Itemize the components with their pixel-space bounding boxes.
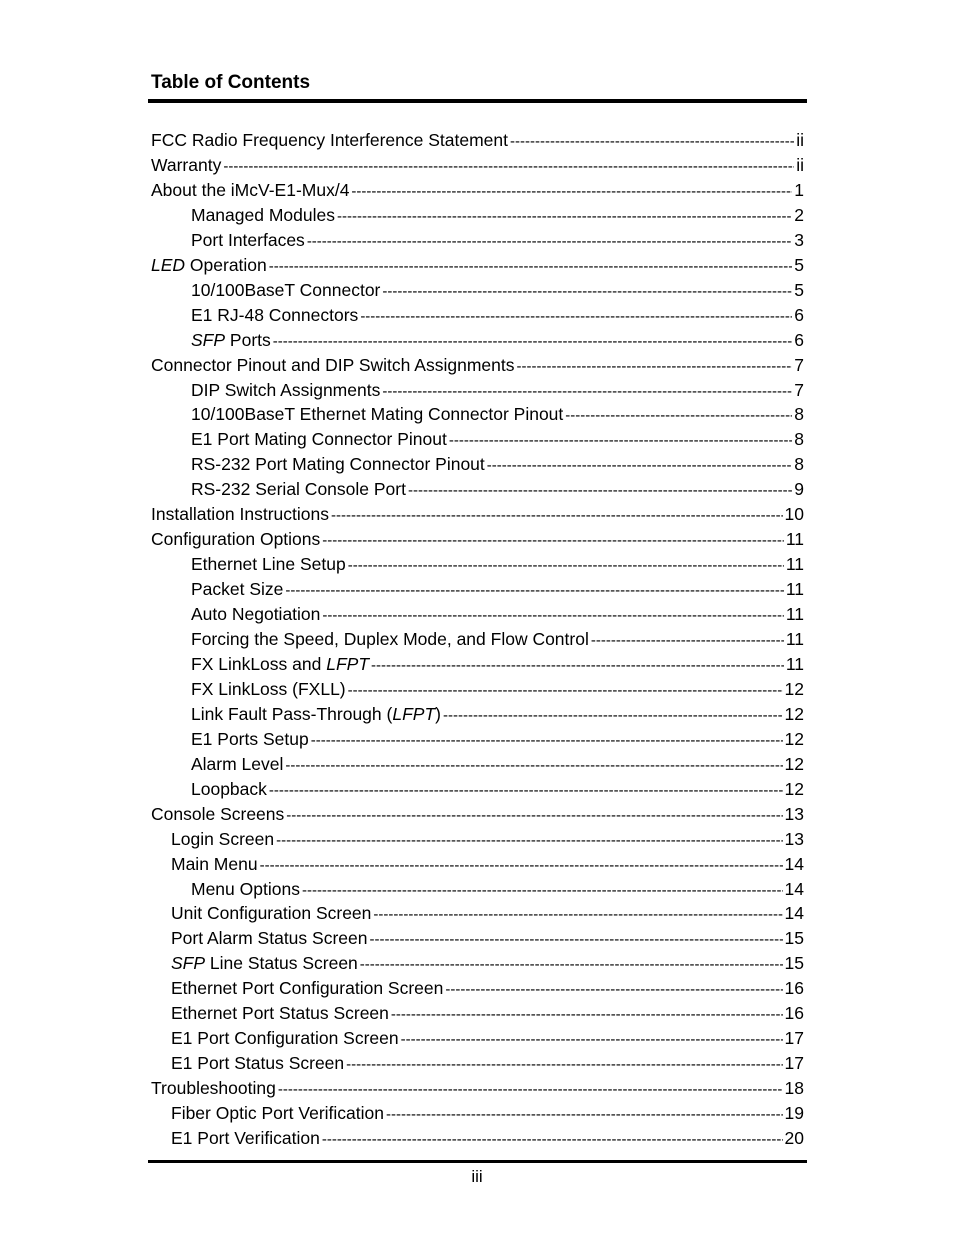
toc-entry-title [191,203,337,228]
toc-entry-page: 8 [794,454,804,475]
dot-leader [445,977,782,1001]
toc-entry-page: 16 [784,978,804,999]
toc-entry-page: 14 [784,853,804,874]
toc-entry [191,552,804,577]
toc-entry-page: ii [796,130,804,150]
toc-entry-text: RS-232 Port Mating Connector Pinout [191,454,485,475]
toc-entry [191,328,804,353]
toc-entry [151,502,804,527]
dot-leader [223,154,794,178]
toc-entry-text: Ethernet Port Status Screen [171,1003,389,1024]
toc-entry-text: E1 Port Mating Connector Pinout [191,429,447,450]
dot-leader [276,828,782,852]
toc-entry-text: Line Status Screen [205,953,358,974]
toc-entry-text: E1 Port Configuration Screen [171,1028,399,1049]
toc-entry [171,951,804,976]
dot-leader [360,952,783,976]
toc-entry-page: 13 [784,828,804,849]
toc-entry [191,727,804,752]
toc-entry [151,1076,804,1101]
toc-entry-page: 5 [794,254,804,275]
dot-leader [565,403,792,427]
dot-leader [386,1102,783,1126]
toc-entry-page: 10 [784,504,804,525]
dot-leader [311,728,783,752]
toc-entry-title [191,677,348,702]
dot-leader [516,354,792,378]
toc-entry-page: 6 [794,304,804,325]
toc-entry-title [191,303,360,328]
toc-entry [191,303,804,328]
toc-entry [191,777,804,802]
toc-entry-page: 19 [784,1103,804,1124]
dot-leader [346,1052,782,1076]
toc-entry-title [191,378,382,403]
toc-entry-text: Forcing the Speed, Duplex Mode, and Flow Control [191,629,589,649]
toc-entry-text: FX LinkLoss and [191,653,327,674]
toc-entry [171,976,804,1001]
toc-entry [191,278,804,303]
toc-entry-text: Warranty [151,154,222,175]
dot-leader [322,528,784,552]
toc-entry-text: E1 Port Status Screen [171,1053,345,1074]
toc-entry [191,627,804,652]
toc-entry-page: 12 [784,753,804,774]
toc-entry-text: Loopback [191,778,267,799]
toc-entry-text: Console Screens [151,803,285,824]
toc-entry-text: Login Screen [171,828,275,849]
dot-leader [373,902,782,926]
toc-entry-title [171,926,369,951]
toc-entry-title [151,502,331,527]
toc-entry [151,353,804,378]
page-number: iii [471,1167,483,1186]
toc-entry-text: Port Alarm Status Screen [171,928,368,949]
dot-leader [401,1027,783,1051]
toc-entry-page: 14 [784,903,804,924]
toc-entry [191,677,804,702]
toc-entry-page: 8 [794,404,804,425]
toc-entry-page: 12 [784,678,804,699]
toc-entry [151,802,804,827]
toc-entry [151,128,804,153]
dot-leader [391,1002,783,1026]
toc-entry [171,852,804,877]
footer-rule [148,1160,807,1163]
dot-leader [382,279,792,303]
dot-leader [443,703,783,727]
toc-entry-text: Fiber Optic Port Verification [171,1103,384,1124]
toc-entry-page: 15 [784,928,804,949]
dot-leader [278,1077,783,1101]
toc-entry [151,527,804,552]
toc-entry-title [191,452,487,477]
toc-entry-italic: SFP [191,329,226,350]
toc-entry-text: FCC Radio Frequency Interference Statement [151,130,508,150]
toc-entry-text: Connector Pinout and DIP Switch Assignments [151,354,515,375]
toc-entry-title [191,877,302,902]
toc-entry-page: ii [796,154,804,175]
toc-entry-italic: LFPT [392,703,436,724]
toc-entry [191,652,804,677]
toc-entry-text: Auto Negotiation [191,604,321,625]
toc-entry-text: Ethernet Line Setup [191,554,346,575]
toc-entry-page: 15 [784,953,804,974]
toc-entry [191,477,804,502]
toc-entry-title [151,802,286,827]
toc-entry-text: DIP Switch Assignments [191,379,381,400]
toc-entry [191,427,804,452]
toc-entry-page: 2 [794,204,804,225]
toc-entry [151,253,804,278]
toc-entry [171,901,804,926]
toc-entry-title [191,427,449,452]
toc-entry-title [151,527,322,552]
toc-entry-title [151,178,351,203]
dot-leader [360,304,792,328]
toc-entry-title [191,602,322,627]
toc-entry-page: 11 [785,604,804,625]
toc-entry-title [171,976,445,1001]
toc-entry-title [191,702,443,727]
toc-entry-page: 11 [785,653,804,674]
toc-entry-page: 11 [785,554,804,575]
toc-entry-page: 1 [794,179,804,200]
toc-entry-page: 8 [794,429,804,450]
toc-entry-text: ) [435,703,441,724]
toc-entry-page: 18 [784,1078,804,1099]
dot-leader [322,1127,783,1151]
toc-entry-text: Packet Size [191,579,284,600]
toc-entry-title [171,1101,386,1126]
toc-entry-title [171,951,360,976]
toc-entry-title [191,477,408,502]
toc-entry-page: 12 [784,778,804,799]
toc-entry-title [151,353,516,378]
toc-entry-title [191,402,565,427]
toc-entry-title [171,1001,391,1026]
toc-entry-page: 11 [785,579,804,600]
dot-leader [382,379,792,403]
dot-leader [487,453,792,477]
toc-entry-title [171,1051,346,1076]
toc-entry-title [191,777,269,802]
toc-entry-page: 12 [784,703,804,724]
toc-entry [171,926,804,951]
toc-entry-text: Alarm Level [191,753,284,774]
dot-leader [449,428,792,452]
toc-entry [171,1126,804,1151]
toc-entry-title [191,577,285,602]
toc-entry-title [191,552,348,577]
dot-leader [337,204,792,228]
dot-leader [351,179,792,203]
toc-entry [191,402,804,427]
toc-entry [171,1051,804,1076]
toc-entry-italic: SFP [171,953,206,974]
toc-entry-text: Troubleshooting [151,1078,276,1099]
toc-entry-text: Port Interfaces [191,229,305,250]
dot-leader [260,853,783,877]
header-rule [148,99,807,103]
toc-entry-title [171,1126,322,1151]
toc-entry [151,178,804,203]
dot-leader [591,628,784,652]
dot-leader [269,254,793,278]
toc-entry-title [171,852,260,877]
toc-entry-text: About the iMcV-E1-Mux/4 [151,179,350,200]
toc-entry [191,752,804,777]
toc-entry-text: Installation Instructions [151,504,330,525]
dot-leader [302,878,783,902]
dot-leader [510,129,794,153]
toc-entry [171,1026,804,1051]
toc-entry [191,452,804,477]
dot-leader [369,927,782,951]
toc-entry-title [151,253,269,278]
page-header-title: Table of Contents [151,72,311,93]
dot-leader [331,503,783,527]
toc-entry-text: Configuration Options [151,529,321,550]
dot-leader [273,329,793,353]
toc-entry-text: Menu Options [191,878,300,899]
toc-entry-title [151,128,510,153]
toc-entry-text: E1 Port Verification [171,1128,320,1148]
toc-entry-page: 7 [794,379,804,400]
toc-entry-text: Link Fault Pass-Through ( [191,703,393,724]
dot-leader [348,678,783,702]
toc-entry-text: RS-232 Serial Console Port [191,479,406,500]
toc-entry-text: Ports [225,329,271,350]
toc-entry-title [171,901,373,926]
dot-leader [322,603,783,627]
toc-entry [171,827,804,852]
toc-entry-title [191,278,382,303]
toc-entry-italic: LED [151,254,186,275]
toc-entry-text: 10/100BaseT Connector [191,279,381,300]
toc-entry-title [171,1026,401,1051]
dot-leader [285,578,783,602]
toc-entry-page: 20 [784,1128,804,1148]
toc-entry-text: Operation [185,254,267,275]
toc-entry [191,577,804,602]
dot-leader [285,753,782,777]
dot-leader [371,653,784,677]
toc-entry-title [151,1076,278,1101]
toc-entry-page: 7 [794,354,804,375]
toc-entry-title [191,228,307,253]
toc-entry-text: E1 Ports Setup [191,728,309,749]
toc-entry-page: 9 [794,479,804,500]
toc-entry-title [191,727,311,752]
dot-leader [348,553,784,577]
dot-leader [307,229,792,253]
toc-entry-title [191,627,591,652]
toc-entry-text: 10/100BaseT Ethernet Mating Connector Pinout [191,404,564,425]
toc-entry-page: 3 [794,229,804,250]
toc-entry-text: FX LinkLoss (FXLL) [191,678,346,699]
toc-entry [191,602,804,627]
toc-entry-page: 14 [784,878,804,899]
toc-entry [191,702,804,727]
toc-entry-page: 5 [794,279,804,300]
toc-entry-title [191,752,285,777]
toc-entry [191,228,804,253]
toc-entry-title [171,827,276,852]
toc-entry [191,877,804,902]
toc-entry-italic: LFPT [326,653,370,674]
toc-entry [151,153,804,178]
toc-entry-text: E1 RJ-48 Connectors [191,304,359,325]
toc-entry-title [151,153,223,178]
toc-entry-text: Managed Modules [191,204,335,225]
toc-entry-page: 16 [784,1003,804,1024]
toc-entry-title [191,652,371,677]
toc-entry-text: Unit Configuration Screen [171,903,372,924]
dot-leader [408,478,792,502]
toc-entry-page: 17 [784,1028,804,1049]
toc-entry-page: 11 [785,629,804,649]
dot-leader [286,803,782,827]
toc-entry [171,1101,804,1126]
toc-entry-page: 13 [784,803,804,824]
toc-entry [171,1001,804,1026]
toc-entry-page: 6 [794,329,804,350]
toc-entry-page: 11 [785,529,804,550]
toc-entry-text: Ethernet Port Configuration Screen [171,978,444,999]
toc-entry [191,203,804,228]
toc-entry [191,378,804,403]
toc-entry-text: Main Menu [171,853,258,874]
dot-leader [269,778,783,802]
toc-entry-page: 17 [784,1053,804,1074]
toc-entry-page: 12 [784,728,804,749]
toc-entry-title [191,328,273,353]
